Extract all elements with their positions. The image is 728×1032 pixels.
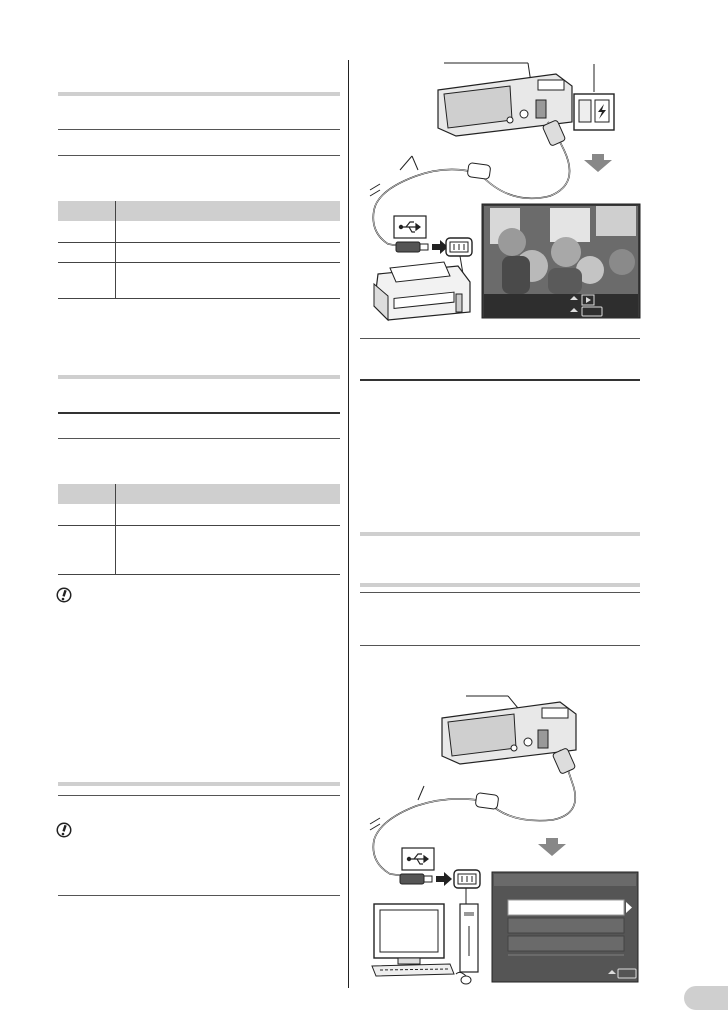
section-right-3-subrule-a (360, 592, 640, 593)
section-3-subrule (58, 795, 340, 796)
table-2-row-line (58, 525, 340, 526)
section-right-2-header-rule (360, 532, 640, 536)
printer-illustration (374, 262, 470, 320)
figure-1-caption-rule (360, 338, 640, 339)
section-3-header-rule (58, 782, 340, 786)
table-2-col-divider (115, 484, 116, 574)
page-number-tab (684, 986, 728, 1010)
table-1-bottom-line (58, 298, 340, 299)
column-divider (348, 60, 349, 988)
table-2-header (58, 484, 340, 504)
section-right-1-rule (360, 379, 640, 381)
table-1-header (58, 201, 340, 221)
section-2-subrule-b (58, 438, 340, 439)
table-1-row-line (58, 262, 340, 263)
section-2-header-rule (58, 375, 340, 379)
table-1-col-divider (115, 201, 116, 298)
computer-menu-screen (492, 872, 638, 982)
section-3-bottom-rule (58, 895, 340, 896)
section-2-subrule-a (58, 412, 340, 414)
warning-icon (56, 587, 72, 603)
playback-screen (482, 204, 640, 318)
arrow-right-icon (436, 872, 452, 886)
camera-computer-figure (360, 690, 642, 986)
warning-icon (56, 822, 72, 838)
section-1-subrule-a (58, 129, 340, 130)
arrow-down-icon (538, 838, 566, 856)
arrow-down-icon (584, 154, 612, 172)
section-right-3-subrule-b (360, 645, 640, 646)
section-right-3-header-rule (360, 583, 640, 587)
table-2-bottom-line (58, 574, 340, 575)
section-1-subrule-b (58, 155, 340, 156)
section-1-header-rule (58, 92, 340, 96)
computer-illustration (372, 904, 478, 984)
camera-printer-figure (360, 56, 642, 324)
table-1-row-line (58, 242, 340, 243)
